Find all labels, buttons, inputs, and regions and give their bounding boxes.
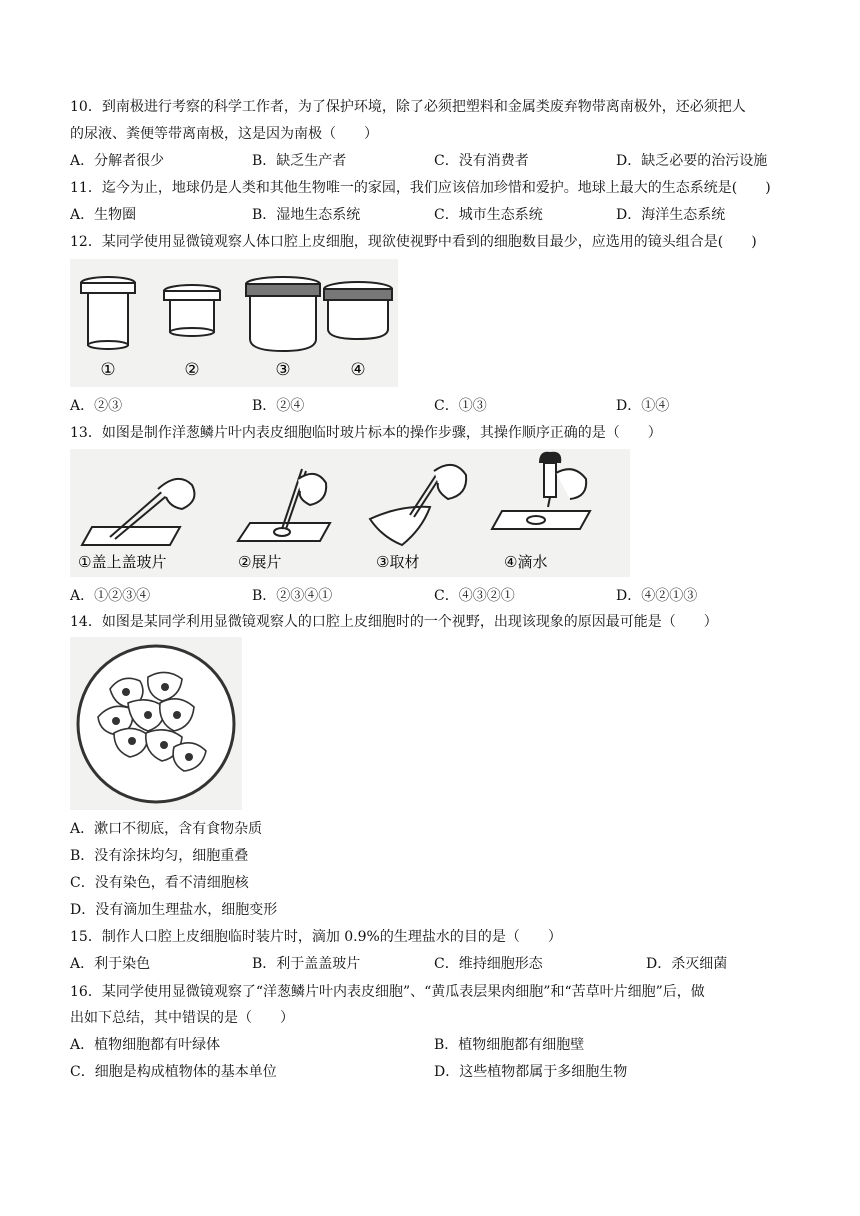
q10-option-a: A．分解者很少 xyxy=(70,153,165,169)
lens-3-icon xyxy=(246,277,320,351)
q12-option-b: B．②④ xyxy=(252,398,305,414)
spread-step-icon xyxy=(238,469,330,541)
q13-option-c: C．④③②① xyxy=(434,588,515,604)
q12-option-c: C．①③ xyxy=(434,398,487,414)
q14-option-d: D．没有滴加生理盐水，细胞变形 xyxy=(70,902,278,918)
step-label-4: ④滴水 xyxy=(504,553,548,571)
q13-option-d: D．④②①③ xyxy=(616,588,698,604)
lens-label-1: ① xyxy=(100,360,116,380)
lens-4-icon xyxy=(324,282,392,339)
slide-preparation-figure xyxy=(70,449,630,577)
q13-stem: 13．如图是制作洋葱鳞片叶内表皮细胞临时玻片标本的操作步骤，其操作顺序正确的是（ ） xyxy=(70,425,662,441)
q13-option-b: B．②③④① xyxy=(252,588,333,604)
q15-option-c: C．维持细胞形态 xyxy=(434,956,543,972)
objective-lenses-figure xyxy=(70,259,398,387)
step-label-3: ③取材 xyxy=(376,553,420,571)
q11-option-a: A．生物圈 xyxy=(70,207,137,223)
q16-stem-line2: 出如下总结，其中错误的是（ ） xyxy=(70,1010,294,1026)
q10-option-c: C．没有消费者 xyxy=(434,153,529,169)
q16-option-c: C．细胞是构成植物体的基本单位 xyxy=(70,1064,277,1080)
lens-1-icon xyxy=(81,277,135,349)
q12-stem: 12．某同学使用显微镜观察人体口腔上皮细胞，现欲使视野中看到的细胞数目最少，应选用的镜头组合是( ) xyxy=(70,234,757,250)
q15-stem: 15．制作人口腔上皮细胞临时装片时，滴加 0.9%的生理盐水的目的是（ ） xyxy=(70,929,562,945)
q12-option-d: D．①④ xyxy=(616,398,670,414)
q10-option-b: B．缺乏生产者 xyxy=(252,153,347,169)
q16-option-d: D．这些植物都属于多细胞生物 xyxy=(434,1064,628,1080)
q16-stem-line1: 16．某同学使用显微镜观察了“洋葱鳞片叶内表皮细胞”、“黄瓜表层果肉细胞”和“苦草叶片细胞”后，做 xyxy=(70,984,705,1000)
lens-2-icon xyxy=(164,285,220,336)
q14-option-a: A．漱口不彻底，含有食物杂质 xyxy=(70,821,263,837)
lens-label-4: ④ xyxy=(350,360,366,380)
q15-option-a: A．利于染色 xyxy=(70,956,151,972)
step-label-2: ②展片 xyxy=(238,553,282,571)
lens-label-3: ③ xyxy=(275,360,291,380)
q12-option-a: A．②③ xyxy=(70,398,123,414)
q11-option-c: C．城市生态系统 xyxy=(434,207,543,223)
q11-option-b: B．湿地生态系统 xyxy=(252,207,361,223)
q10-option-d: D．缺乏必要的治污设施 xyxy=(616,153,768,169)
q11-option-d: D．海洋生态系统 xyxy=(616,207,726,223)
q16-option-b: B．植物细胞都有细胞壁 xyxy=(434,1037,585,1053)
q10-stem-line1: 10．到南极进行考察的科学工作者，为了保护环境，除了必须把塑料和金属类废弃物带离南极外，还必须把人 xyxy=(70,99,746,115)
cover-slip-step-icon xyxy=(82,479,194,545)
lens-label-2: ② xyxy=(184,360,200,380)
drop-water-step-icon xyxy=(492,453,590,529)
q11-stem: 11．迄今为止，地球仍是人类和其他生物唯一的家园，我们应该倍加珍惜和爱护。地球上最大的生态系统是( ) xyxy=(70,180,771,196)
q14-stem: 14．如图是某同学利用显微镜观察人的口腔上皮细胞时的一个视野，出现该现象的原因最可能是（ ） xyxy=(70,614,718,630)
q10-stem-line2: 的尿液、粪便等带离南极，这是因为南极（ ） xyxy=(70,126,378,142)
q14-option-b: B．没有涂抹均匀，细胞重叠 xyxy=(70,848,249,864)
q16-option-a: A．植物细胞都有叶绿体 xyxy=(70,1037,221,1053)
microscope-view-figure xyxy=(70,637,242,810)
q14-option-c: C．没有染色，看不清细胞核 xyxy=(70,875,249,891)
take-material-step-icon xyxy=(370,465,466,545)
step-label-1: ①盖上盖玻片 xyxy=(78,553,167,571)
q15-option-d: D．杀灭细菌 xyxy=(646,956,728,972)
q15-option-b: B．利于盖盖玻片 xyxy=(252,956,361,972)
q13-option-a: A．①②③④ xyxy=(70,588,151,604)
